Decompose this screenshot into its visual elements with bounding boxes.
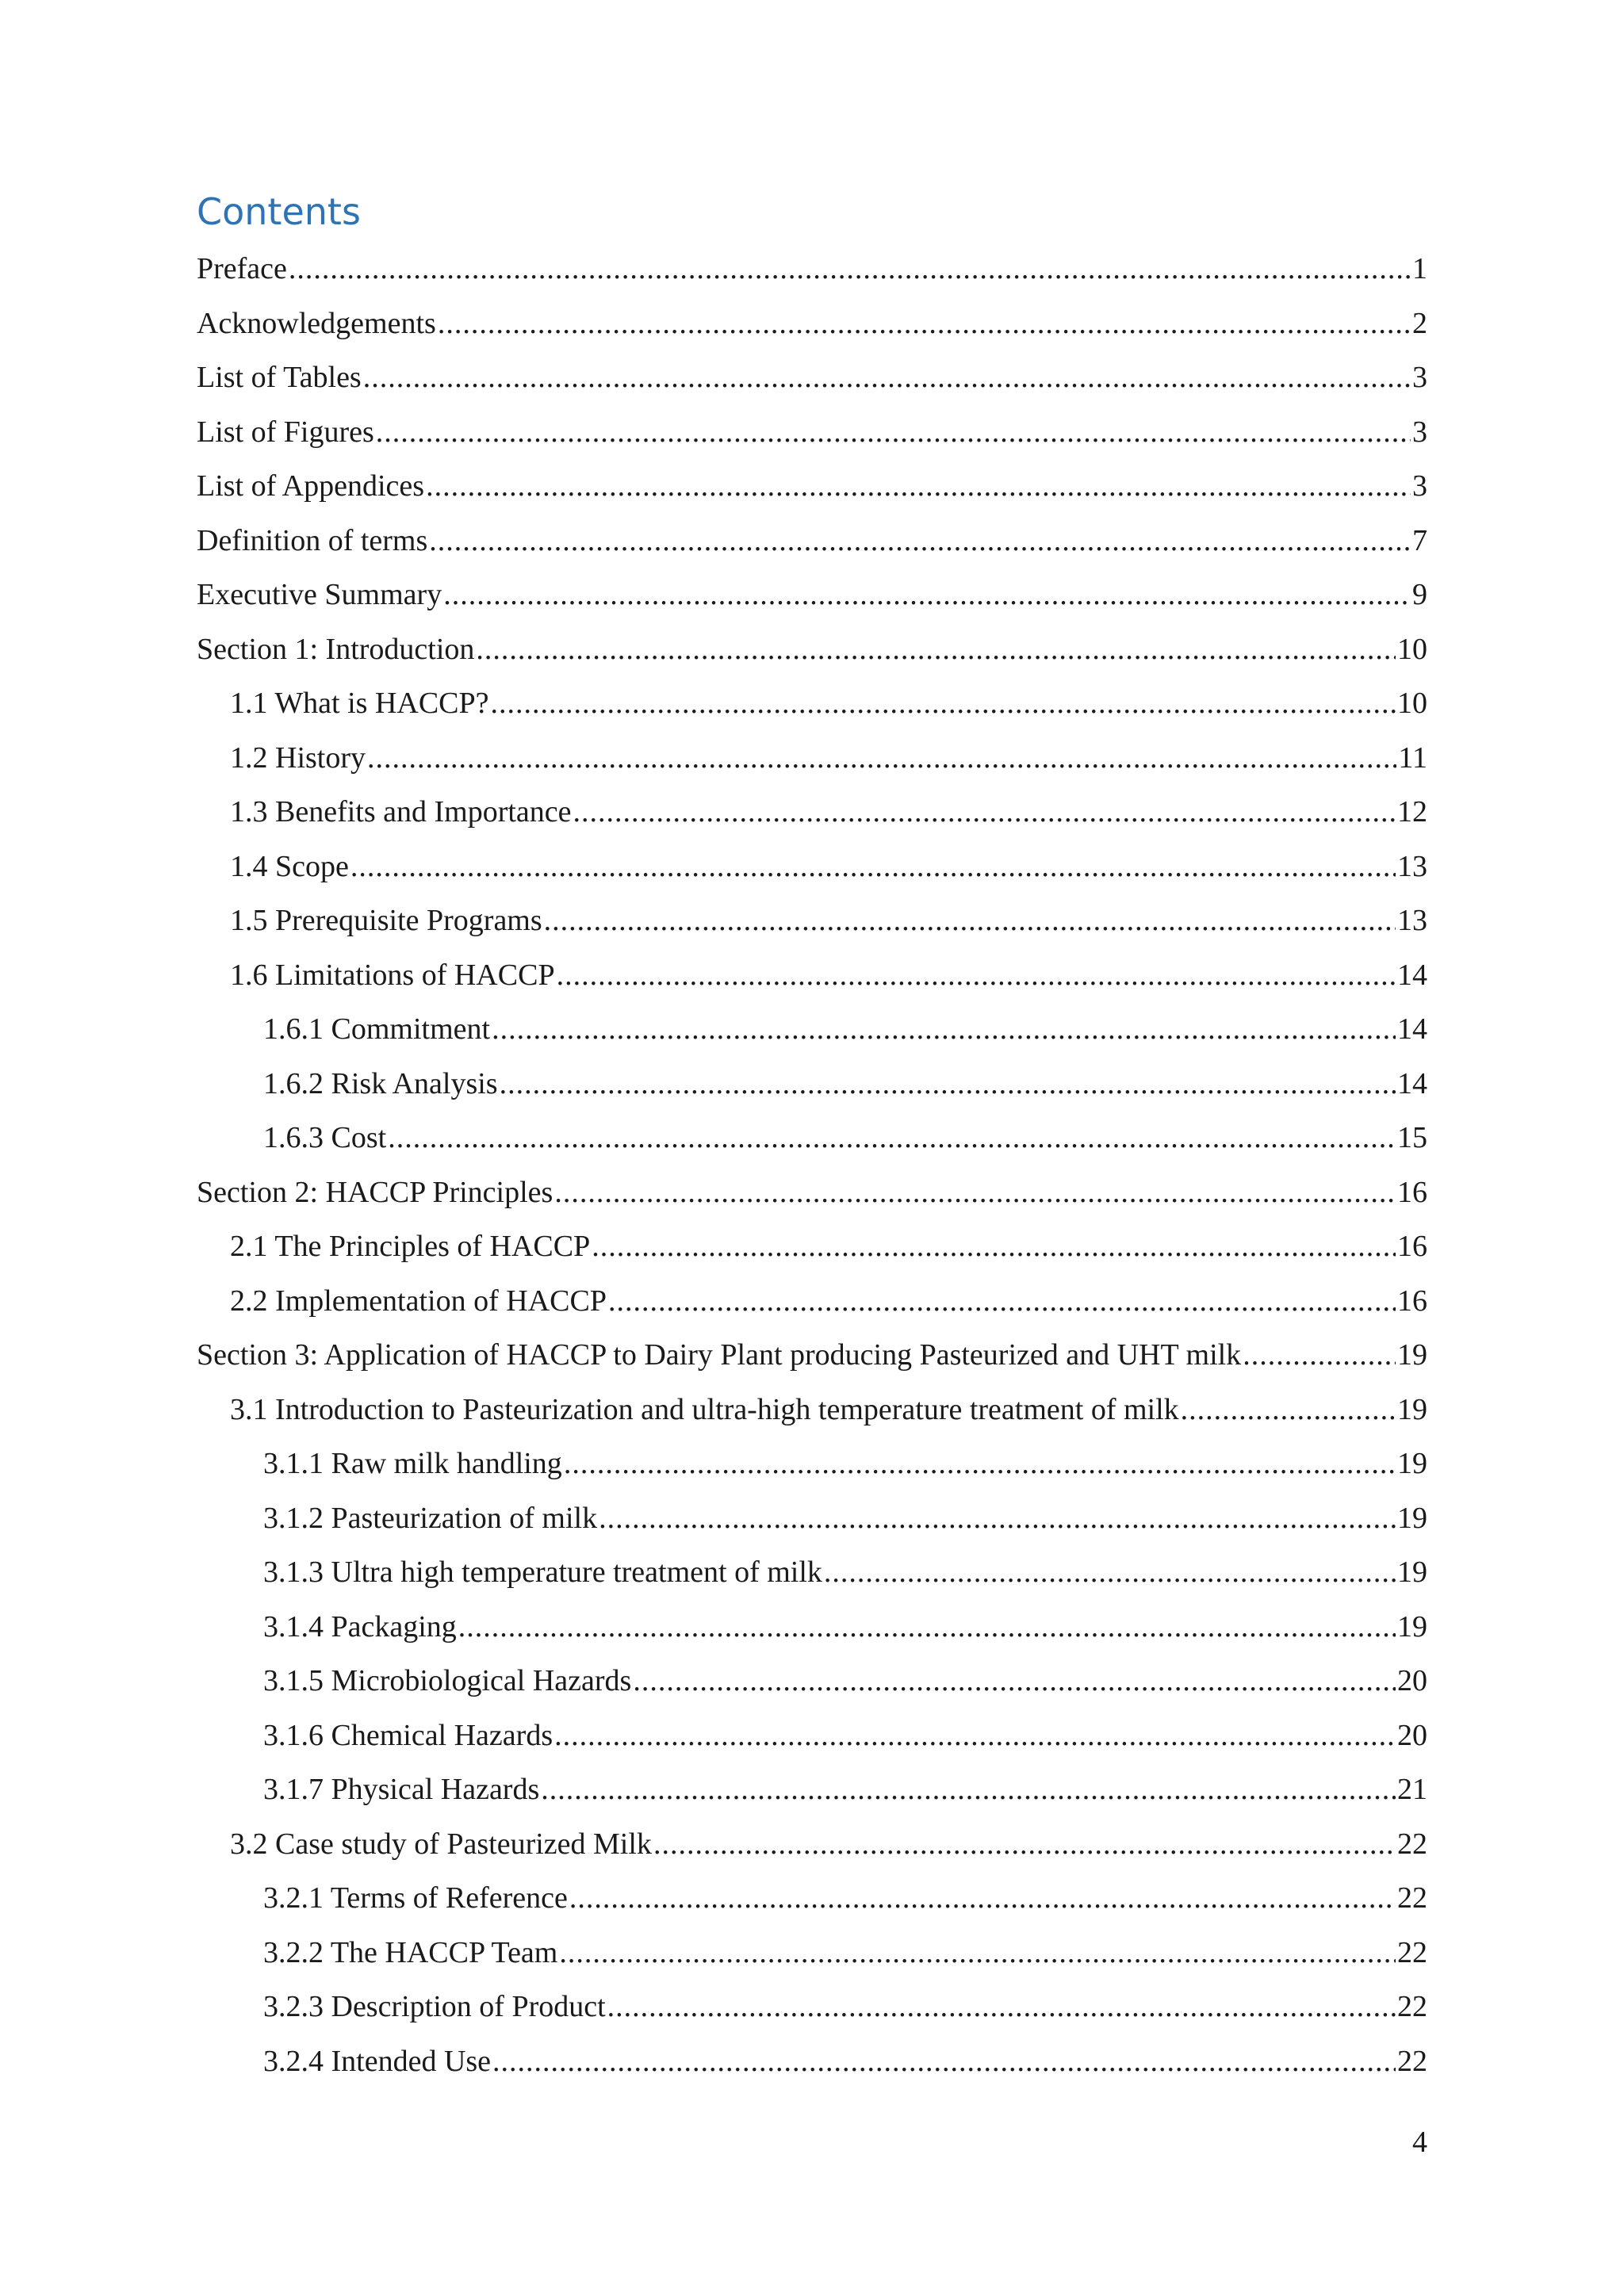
toc-entry[interactable] xyxy=(197,1772,1427,1827)
toc-entry-title: 3.1.4 Packaging xyxy=(263,1609,457,1644)
toc-entry-title: 1.6 Limitations of HACCP xyxy=(230,958,555,992)
toc-entry[interactable] xyxy=(197,740,1427,795)
toc-entry-page-number: 3 xyxy=(1412,469,1427,503)
toc-entry-title: 3.2.4 Intended Use xyxy=(263,2044,492,2078)
toc-entry-title: 1.1 What is HACCP? xyxy=(230,687,489,720)
toc-entry[interactable] xyxy=(197,523,1427,578)
toc-entry[interactable] xyxy=(197,794,1427,849)
toc-dot-leader xyxy=(608,1284,1396,1318)
toc-dot-leader xyxy=(500,1066,1396,1101)
toc-dot-leader xyxy=(492,1012,1396,1047)
toc-entry-title: Section 2: HACCP Principles xyxy=(197,1175,553,1209)
toc-dot-leader xyxy=(633,1663,1396,1698)
toc-entry[interactable] xyxy=(197,415,1427,469)
toc-entry-page-number: 12 xyxy=(1397,795,1427,828)
toc-entry-title: 1.6.1 Commitment xyxy=(263,1012,491,1046)
toc-entry-page-number: 10 xyxy=(1397,632,1427,666)
toc-entry[interactable] xyxy=(197,1175,1427,1230)
toc-entry-title: 1.2 History xyxy=(230,740,366,775)
toc-dot-leader xyxy=(653,1827,1396,1862)
toc-dot-leader xyxy=(1181,1392,1396,1427)
toc-entry-page-number: 3 xyxy=(1412,361,1427,394)
toc-entry-page-number: 10 xyxy=(1397,687,1427,720)
toc-entry[interactable] xyxy=(197,306,1427,361)
toc-entry-page-number: 19 xyxy=(1397,1501,1427,1535)
toc-entry[interactable] xyxy=(197,686,1427,740)
toc-entry[interactable] xyxy=(197,1827,1427,1881)
toc-entry-page-number: 3 xyxy=(1412,415,1427,449)
toc-dot-leader xyxy=(388,1120,1396,1155)
toc-entry[interactable] xyxy=(197,632,1427,687)
toc-entry-page-number: 21 xyxy=(1397,1773,1427,1806)
toc-dot-leader xyxy=(607,1989,1396,2024)
contents-heading: Contents xyxy=(197,190,361,233)
toc-entry[interactable] xyxy=(197,2044,1427,2099)
toc-dot-leader xyxy=(569,1881,1396,1915)
toc-dot-leader xyxy=(438,306,1411,341)
toc-entry-title: 3.1.1 Raw milk handling xyxy=(263,1447,562,1480)
toc-entry-page-number: 19 xyxy=(1397,1338,1427,1372)
toc-entry-page-number: 19 xyxy=(1397,1392,1427,1426)
toc-entry-title: List of Figures xyxy=(197,415,374,449)
toc-entry-page-number: 16 xyxy=(1397,1284,1427,1318)
toc-entry-title: List of Tables xyxy=(197,361,362,394)
toc-entry[interactable] xyxy=(197,1284,1427,1338)
toc-entry-page-number: 15 xyxy=(1397,1121,1427,1154)
toc-dot-leader xyxy=(429,523,1411,558)
toc-entry-page-number: 13 xyxy=(1397,904,1427,937)
toc-entry[interactable] xyxy=(197,1935,1427,1990)
toc-entry-page-number: 19 xyxy=(1397,1447,1427,1480)
toc-entry-title: 1.5 Prerequisite Programs xyxy=(230,904,542,937)
toc-entry-title: 3.2.3 Description of Product xyxy=(263,1990,606,2023)
toc-entry-title: 3.1.3 Ultra high temperature treatment of milk xyxy=(263,1556,822,1589)
toc-entry-title: 3.1.2 Pasteurization of milk xyxy=(263,1501,598,1535)
toc-dot-leader xyxy=(557,958,1396,993)
toc-entry-title: Section 1: Introduction xyxy=(197,632,475,666)
toc-entry[interactable] xyxy=(197,1012,1427,1066)
toc-entry[interactable] xyxy=(197,1229,1427,1284)
toc-entry-title: 2.2 Implementation of HACCP xyxy=(230,1284,607,1318)
toc-entry-page-number: 19 xyxy=(1397,1556,1427,1589)
toc-entry-title: 3.2 Case study of Pasteurized Milk xyxy=(230,1827,652,1861)
toc-dot-leader xyxy=(367,740,1396,775)
toc-entry[interactable] xyxy=(197,1989,1427,2044)
toc-entry[interactable] xyxy=(197,1446,1427,1501)
toc-entry[interactable] xyxy=(197,1881,1427,1935)
toc-entry[interactable] xyxy=(197,1718,1427,1773)
toc-entry[interactable] xyxy=(197,1663,1427,1718)
toc-entry-title: 3.1.6 Chemical Hazards xyxy=(263,1718,553,1752)
toc-entry-title: 3.1.7 Physical Hazards xyxy=(263,1773,540,1806)
toc-entry[interactable] xyxy=(197,849,1427,904)
toc-entry-title: 3.1.5 Microbiological Hazards xyxy=(263,1664,632,1697)
toc-entry-page-number: 14 xyxy=(1397,1012,1427,1046)
toc-entry-page-number: 22 xyxy=(1397,2044,1427,2078)
toc-dot-leader xyxy=(554,1718,1396,1753)
toc-entry[interactable] xyxy=(197,469,1427,523)
toc-dot-leader xyxy=(458,1609,1396,1644)
toc-entry-title: Definition of terms xyxy=(197,523,428,557)
toc-entry-page-number: 2 xyxy=(1412,306,1427,340)
toc-entry-title: 1.3 Benefits and Importance xyxy=(230,795,572,828)
toc-entry-title: 1.6.3 Cost xyxy=(263,1121,387,1154)
toc-entry[interactable] xyxy=(197,958,1427,1012)
toc-entry[interactable] xyxy=(197,1501,1427,1556)
page-number: 4 xyxy=(1412,2126,1427,2159)
toc-dot-leader xyxy=(443,577,1411,612)
toc-entry-title: Acknowledgements xyxy=(197,306,436,340)
toc-dot-leader xyxy=(376,415,1411,450)
toc-entry-title: Preface xyxy=(197,252,287,285)
toc-entry[interactable] xyxy=(197,1392,1427,1447)
toc-entry-page-number: 7 xyxy=(1412,523,1427,557)
toc-dot-leader xyxy=(363,360,1411,395)
toc-entry-title: 2.1 The Principles of HACCP xyxy=(230,1230,591,1263)
toc-dot-leader xyxy=(492,2044,1396,2079)
toc-entry-page-number: 1 xyxy=(1412,252,1427,285)
toc-dot-leader xyxy=(1243,1337,1396,1372)
toc-entry-page-number: 11 xyxy=(1398,740,1427,775)
toc-entry-title: 3.1 Introduction to Pasteurization and ultra-high temperature treatment of milk xyxy=(230,1392,1179,1426)
toc-entry-page-number: 13 xyxy=(1397,849,1427,883)
toc-dot-leader xyxy=(824,1555,1396,1590)
toc-dot-leader xyxy=(599,1501,1396,1536)
toc-entry-page-number: 16 xyxy=(1397,1175,1427,1209)
toc-entry[interactable] xyxy=(197,1120,1427,1175)
toc-entry-title: 1.6.2 Risk Analysis xyxy=(263,1066,498,1100)
toc-dot-leader xyxy=(592,1229,1396,1264)
toc-entry-title: 3.2.1 Terms of Reference xyxy=(263,1881,568,1915)
toc-entry-page-number: 22 xyxy=(1397,1990,1427,2023)
toc-dot-leader xyxy=(491,686,1396,721)
toc-dot-leader xyxy=(476,632,1396,667)
toc-entry-page-number: 20 xyxy=(1397,1718,1427,1752)
toc-dot-leader xyxy=(350,849,1396,884)
toc-dot-leader xyxy=(289,251,1411,286)
toc-entry-page-number: 9 xyxy=(1412,578,1427,611)
toc-dot-leader xyxy=(564,1446,1396,1481)
toc-entry[interactable] xyxy=(197,1609,1427,1664)
toc-entry-title: Executive Summary xyxy=(197,578,442,611)
toc-entry-page-number: 22 xyxy=(1397,1881,1427,1915)
toc-entry-page-number: 14 xyxy=(1397,1066,1427,1100)
toc-entry-page-number: 16 xyxy=(1397,1230,1427,1263)
toc-entry-page-number: 20 xyxy=(1397,1664,1427,1697)
toc-entry-title: Section 3: Application of HACCP to Dairy Plant producing Pasteurized and UHT milk xyxy=(197,1338,1242,1372)
toc-entry-page-number: 22 xyxy=(1397,1827,1427,1861)
toc-entry-page-number: 22 xyxy=(1397,1935,1427,1969)
toc-entry[interactable] xyxy=(197,577,1427,632)
toc-entry[interactable] xyxy=(197,1066,1427,1121)
toc-entry-title: 1.4 Scope xyxy=(230,849,349,883)
toc-entry-page-number: 19 xyxy=(1397,1609,1427,1644)
toc-entry-page-number: 14 xyxy=(1397,958,1427,992)
toc-entry-title: List of Appendices xyxy=(197,469,425,503)
toc-dot-leader xyxy=(426,469,1411,503)
toc-entry[interactable] xyxy=(197,360,1427,415)
toc-dot-leader xyxy=(554,1175,1396,1210)
toc-dot-leader xyxy=(541,1772,1396,1807)
toc-dot-leader xyxy=(559,1935,1396,1970)
toc-entry[interactable] xyxy=(197,903,1427,958)
toc-entry[interactable] xyxy=(197,1555,1427,1609)
toc-dot-leader xyxy=(544,903,1396,938)
toc-entry-title: 3.2.2 The HACCP Team xyxy=(263,1935,558,1969)
table-of-contents xyxy=(197,251,1427,2098)
toc-entry[interactable] xyxy=(197,1337,1427,1392)
toc-entry[interactable] xyxy=(197,251,1427,306)
toc-dot-leader xyxy=(573,794,1396,829)
